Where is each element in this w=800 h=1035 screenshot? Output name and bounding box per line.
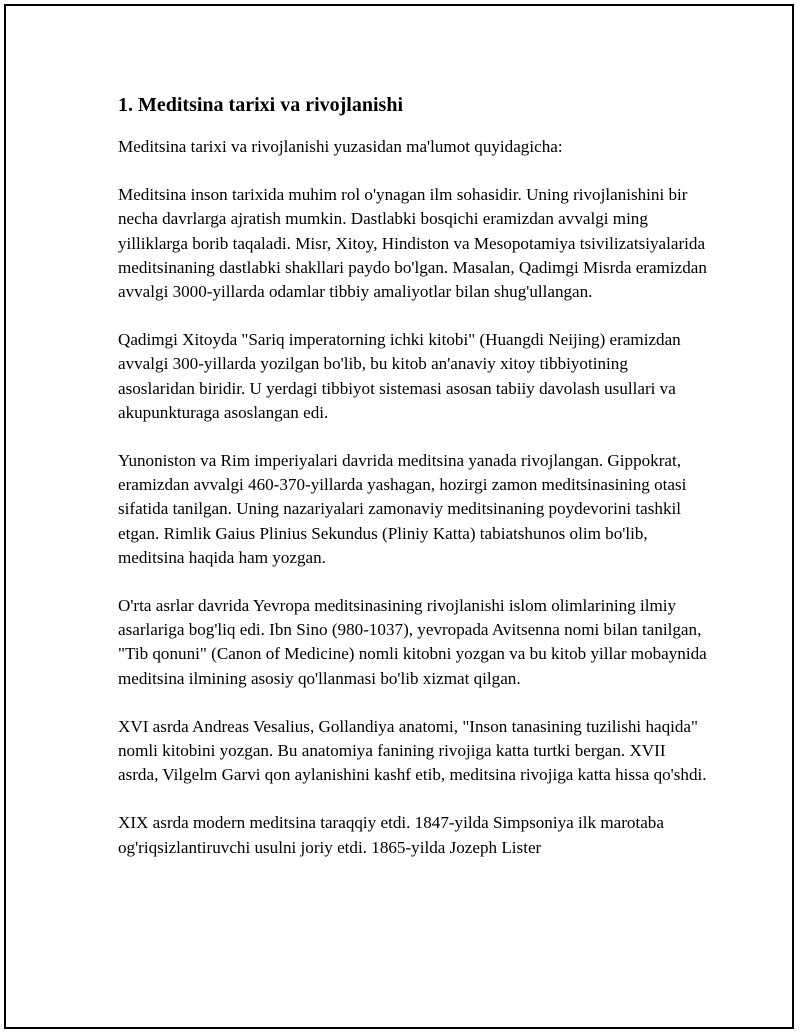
paragraph-19-century: XIX asrda modern meditsina taraqqiy etdi. 1847-yilda Simpsoniya ilk marotaba og'riqsizlantiruvchi usulni joriy etdi. 1865-yilda Jozeph Lister: [118, 813, 664, 857]
paragraph-16-17-century: XVI asrda Andreas Vesalius, Gollandiya anatomi, "Inson tanasining tuzilishi haqida" nomli kitobini yozgan. Bu anatomiya fanining rivojiga katta turtki bergan. XVII asrda, Vilgelm Garvi qon aylanishini kashf etib, meditsina rivojiga katta hissa qo'shdi.: [118, 716, 707, 785]
document-body: [118, 91, 708, 884]
section-heading: 1. Meditsina tarixi va rivojlanishi: [118, 94, 403, 116]
paragraph-intro: Meditsina tarixi va rivojlanishi yuzasidan ma'lumot quyidagicha:: [118, 137, 563, 156]
paragraph-ancient-china: Qadimgi Xitoyda "Sariq imperatorning ichki kitobi" (Huangdi Neijing) eramizdan avvalgi 300-yillarda yozilgan bo'lib, bu kitob an'anaviy xitoy tibbiyotining asoslaridan biridir. U yerdagi tibbiyot sistemasi asosan tabiiy davolash usullari va akupunkturaga asoslangan edi.: [118, 330, 681, 422]
paragraph-middle-ages: O'rta asrlar davrida Yevropa meditsinasining rivojlanishi islom olimlarining ilmiy asarlariga bog'liq edi. Ibn Sino (980-1037), yevropada Avitsenna nomi bilan tanilgan, "Tib qonuni" (Canon of Medicine) nomli kitobni yozgan va bu kitob yillar mobaynida meditsina ilmining asosiy qo'llanmasi bo'lib xizmat qilgan.: [118, 596, 707, 688]
paragraph-greece-rome: Yunoniston va Rim imperiyalari davrida meditsina yanada rivojlangan. Gippokrat, eramizdan avvalgi 460-370-yillarda yashagan, hozirgi zamon meditsinasining otasi sifatida tanilgan. Uning nazariyalari zamonaviy meditsinaning poydevorini tashkil etgan. Rimlik Gaius Plinius Sekundus (Pliniy Katta) tabiatshunos olim bo'lib, meditsina haqida ham yozgan.: [118, 451, 687, 567]
paragraph-early-history: Meditsina inson tarixida muhim rol o'ynagan ilm sohasidir. Uning rivojlanishini bir necha davrlarga ajratish mumkin. Dastlabki bosqichi eramizdan avvalgi ming yilliklarga borib taqaladi. Misr, Xitoy, Hindiston va Mesopotamiya tsivilizatsiyalarida meditsinaning dastlabki shakllari paydo bo'lgan. Masalan, Qadimgi Misrda eramizdan avvalgi 3000-yillarda odamlar tibbiy amaliyotlar bilan shug'ullangan.: [118, 185, 707, 302]
